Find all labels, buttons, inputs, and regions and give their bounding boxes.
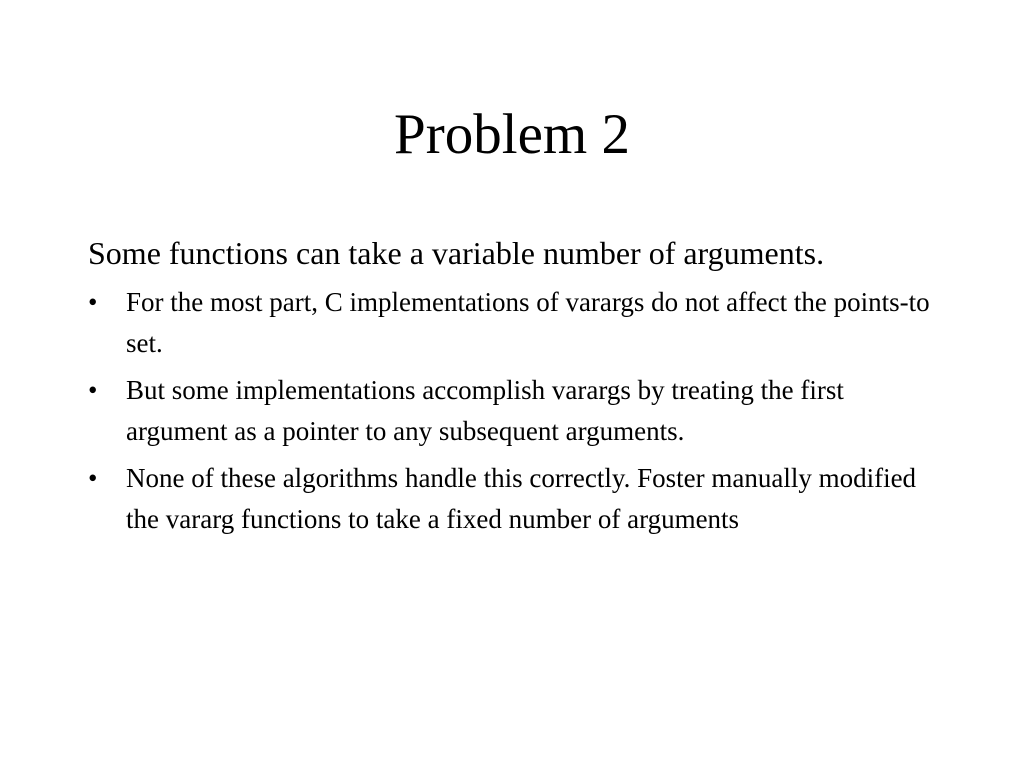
- bullet-text: But some implementations accomplish varargs by treating the first argument as a pointer to any subsequent arguments.: [126, 375, 844, 446]
- bullet-item: [88, 370, 948, 452]
- bullet-icon: •: [88, 287, 98, 317]
- bullet-item: [88, 458, 948, 540]
- bullet-text: For the most part, C implementations of varargs do not affect the points-to set.: [126, 287, 930, 358]
- bullet-icon: •: [88, 375, 98, 405]
- lead-paragraph: Some functions can take a variable number of arguments.: [88, 235, 825, 271]
- bullet-icon: •: [88, 463, 98, 493]
- bullet-text: None of these algorithms handle this correctly. Foster manually modified the vararg functions to take a fixed number of arguments: [126, 463, 917, 534]
- slide-title: Problem 2: [394, 103, 630, 166]
- slide-body: [88, 231, 948, 546]
- bullet-list: [88, 282, 948, 540]
- bullet-item: [88, 282, 948, 364]
